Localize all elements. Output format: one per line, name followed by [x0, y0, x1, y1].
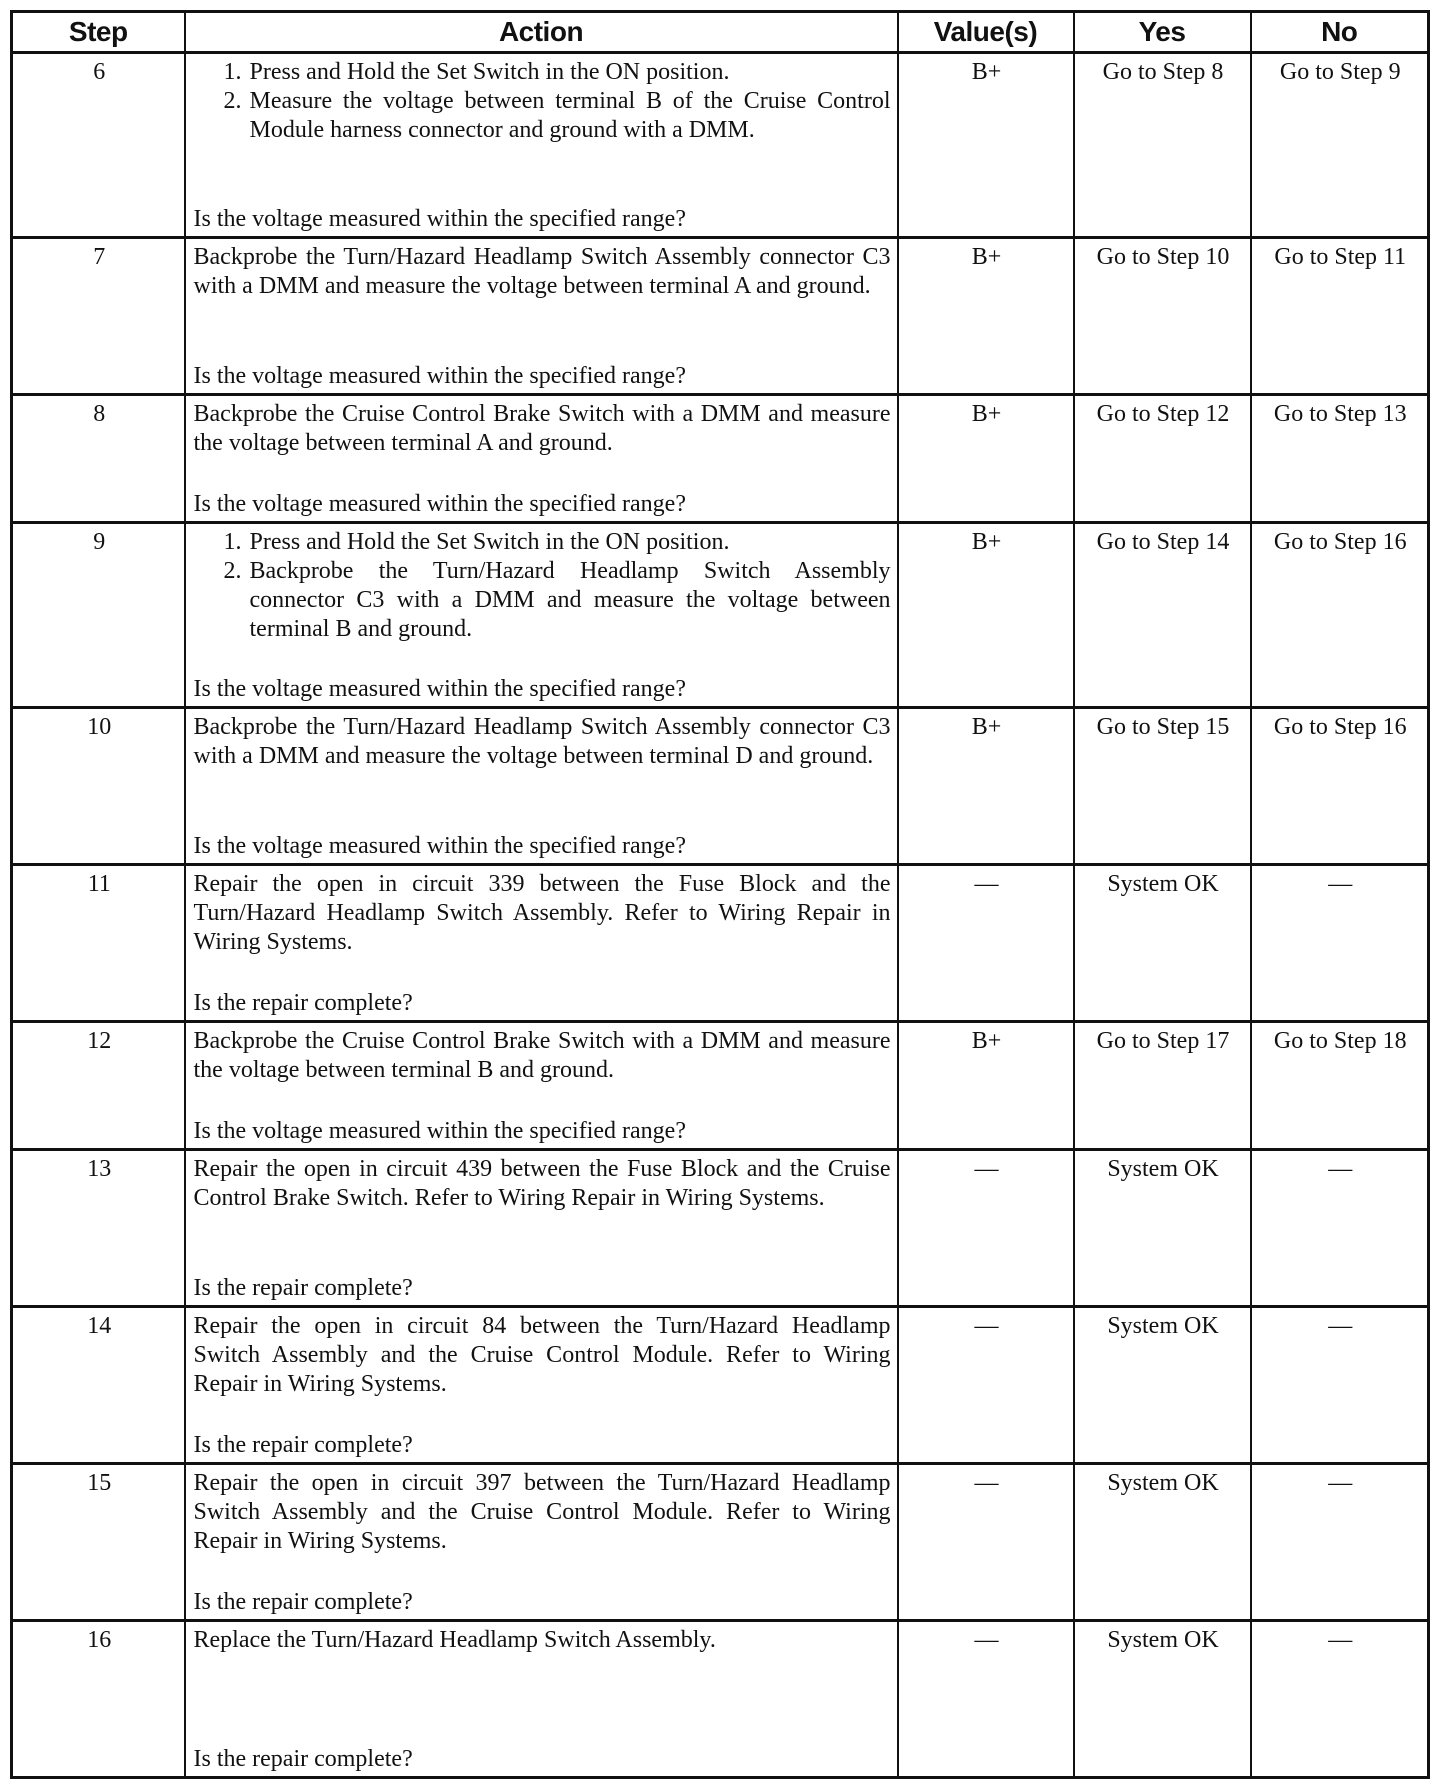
yes-cell: System OK: [1074, 1307, 1251, 1464]
step-number: 8: [12, 395, 185, 523]
action-cell: [185, 865, 898, 1022]
diagnostic-table: [10, 10, 1430, 1779]
yes-cell: Go to Step 15: [1074, 708, 1251, 865]
action-question: Is the voltage measured within the specified range?: [193, 491, 686, 517]
action-text: Backprobe the Cruise Control Brake Switch with a DMM and measure the voltage between terminal B and ground.: [193, 1028, 891, 1083]
action-cell: [185, 238, 898, 395]
step-number: 14: [12, 1307, 185, 1464]
yes-cell: System OK: [1074, 865, 1251, 1022]
yes-column-header: Yes: [1074, 12, 1251, 53]
action-text: Backprobe the Turn/Hazard Headlamp Switch Assembly connector C3 with a DMM and measure the voltage between terminal A and ground.: [193, 244, 891, 299]
step-number: 11: [12, 865, 185, 1022]
table-row: [12, 1307, 1429, 1464]
action-question: Is the repair complete?: [193, 1589, 413, 1615]
action-cell: [185, 1150, 898, 1307]
header-row: [12, 12, 1429, 53]
yes-cell: Go to Step 12: [1074, 395, 1251, 523]
value-cell: B+: [898, 523, 1074, 708]
action-list: [194, 528, 891, 644]
yes-cell: Go to Step 17: [1074, 1022, 1251, 1150]
no-cell: Go to Step 11: [1251, 238, 1429, 395]
action-cell: [185, 1621, 898, 1778]
yes-cell: System OK: [1074, 1150, 1251, 1307]
table-row: [12, 238, 1429, 395]
table-row: [12, 523, 1429, 708]
table-row: [12, 1022, 1429, 1150]
value-cell: —: [898, 1150, 1074, 1307]
table-row: [12, 708, 1429, 865]
action-cell: [185, 1464, 898, 1621]
action-question: Is the voltage measured within the specified range?: [193, 206, 686, 232]
action-list-item: 2. Backprobe the Turn/Hazard Headlamp Switch Assembly connector C3 with a DMM and measure the voltage between terminal B and ground.: [248, 557, 891, 644]
table-row: [12, 1150, 1429, 1307]
no-cell: Go to Step 13: [1251, 395, 1429, 523]
action-cell: [185, 53, 898, 238]
action-cell: [185, 523, 898, 708]
step-column-header: Step: [12, 12, 185, 53]
value-cell: —: [898, 1307, 1074, 1464]
action-list: [194, 58, 891, 145]
no-cell: —: [1251, 1464, 1429, 1621]
yes-cell: System OK: [1074, 1621, 1251, 1778]
action-list-item: 2. Measure the voltage between terminal B of the Cruise Control Module harness connector and ground with a DMM.: [248, 87, 891, 145]
no-cell: —: [1251, 865, 1429, 1022]
value-cell: B+: [898, 708, 1074, 865]
action-list-item: 1. Press and Hold the Set Switch in the ON position.: [248, 58, 891, 87]
action-question: Is the voltage measured within the specified range?: [193, 1118, 686, 1144]
action-question: Is the repair complete?: [193, 990, 413, 1016]
no-cell: —: [1251, 1150, 1429, 1307]
value-cell: B+: [898, 53, 1074, 238]
value-cell: —: [898, 1464, 1074, 1621]
value-cell: —: [898, 865, 1074, 1022]
action-text: Repair the open in circuit 84 between the Turn/Hazard Headlamp Switch Assembly and the Cruise Control Module. Refer to Wiring Repair in Wiring Systems.: [193, 1313, 891, 1397]
no-cell: Go to Step 18: [1251, 1022, 1429, 1150]
no-cell: Go to Step 16: [1251, 708, 1429, 865]
action-question: Is the repair complete?: [193, 1275, 413, 1301]
step-number: 6: [12, 53, 185, 238]
step-number: 12: [12, 1022, 185, 1150]
action-column-header: Action: [185, 12, 898, 53]
table-row: [12, 1621, 1429, 1778]
no-cell: Go to Step 16: [1251, 523, 1429, 708]
table-row: [12, 395, 1429, 523]
value-cell: B+: [898, 395, 1074, 523]
value-cell: —: [898, 1621, 1074, 1778]
step-number: 13: [12, 1150, 185, 1307]
action-question: Is the repair complete?: [193, 1746, 413, 1772]
step-number: 10: [12, 708, 185, 865]
value-cell: B+: [898, 238, 1074, 395]
action-cell: [185, 1022, 898, 1150]
value-cell: B+: [898, 1022, 1074, 1150]
action-text: Repair the open in circuit 339 between the Fuse Block and the Turn/Hazard Headlamp Switch Assembly. Refer to Wiring Repair in Wiring Systems.: [193, 871, 891, 955]
no-cell: Go to Step 9: [1251, 53, 1429, 238]
action-cell: [185, 708, 898, 865]
action-text: Replace the Turn/Hazard Headlamp Switch Assembly.: [193, 1627, 716, 1653]
action-question: Is the voltage measured within the specified range?: [193, 676, 686, 702]
no-column-header: No: [1251, 12, 1429, 53]
action-text: Repair the open in circuit 397 between the Turn/Hazard Headlamp Switch Assembly and the Cruise Control Module. Refer to Wiring Repair in Wiring Systems.: [193, 1470, 891, 1554]
action-list-item: 1. Press and Hold the Set Switch in the ON position.: [248, 528, 891, 557]
step-number: 16: [12, 1621, 185, 1778]
action-cell: [185, 1307, 898, 1464]
step-number: 9: [12, 523, 185, 708]
table-row: [12, 865, 1429, 1022]
values-column-header: Value(s): [898, 12, 1074, 53]
action-text: Backprobe the Cruise Control Brake Switch with a DMM and measure the voltage between terminal A and ground.: [193, 401, 891, 456]
table-row: [12, 53, 1429, 238]
action-question: Is the voltage measured within the specified range?: [193, 833, 686, 859]
yes-cell: Go to Step 10: [1074, 238, 1251, 395]
table-row: [12, 1464, 1429, 1621]
no-cell: —: [1251, 1307, 1429, 1464]
action-question: Is the voltage measured within the specified range?: [193, 363, 686, 389]
action-text: Backprobe the Turn/Hazard Headlamp Switch Assembly connector C3 with a DMM and measure the voltage between terminal D and ground.: [193, 714, 891, 769]
yes-cell: System OK: [1074, 1464, 1251, 1621]
action-text: Repair the open in circuit 439 between the Fuse Block and the Cruise Control Brake Switch. Refer to Wiring Repair in Wiring Systems.: [193, 1156, 891, 1211]
yes-cell: Go to Step 14: [1074, 523, 1251, 708]
step-number: 7: [12, 238, 185, 395]
document-page: [10, 10, 1427, 1779]
step-number: 15: [12, 1464, 185, 1621]
yes-cell: Go to Step 8: [1074, 53, 1251, 238]
action-cell: [185, 395, 898, 523]
action-question: Is the repair complete?: [193, 1432, 413, 1458]
no-cell: —: [1251, 1621, 1429, 1778]
